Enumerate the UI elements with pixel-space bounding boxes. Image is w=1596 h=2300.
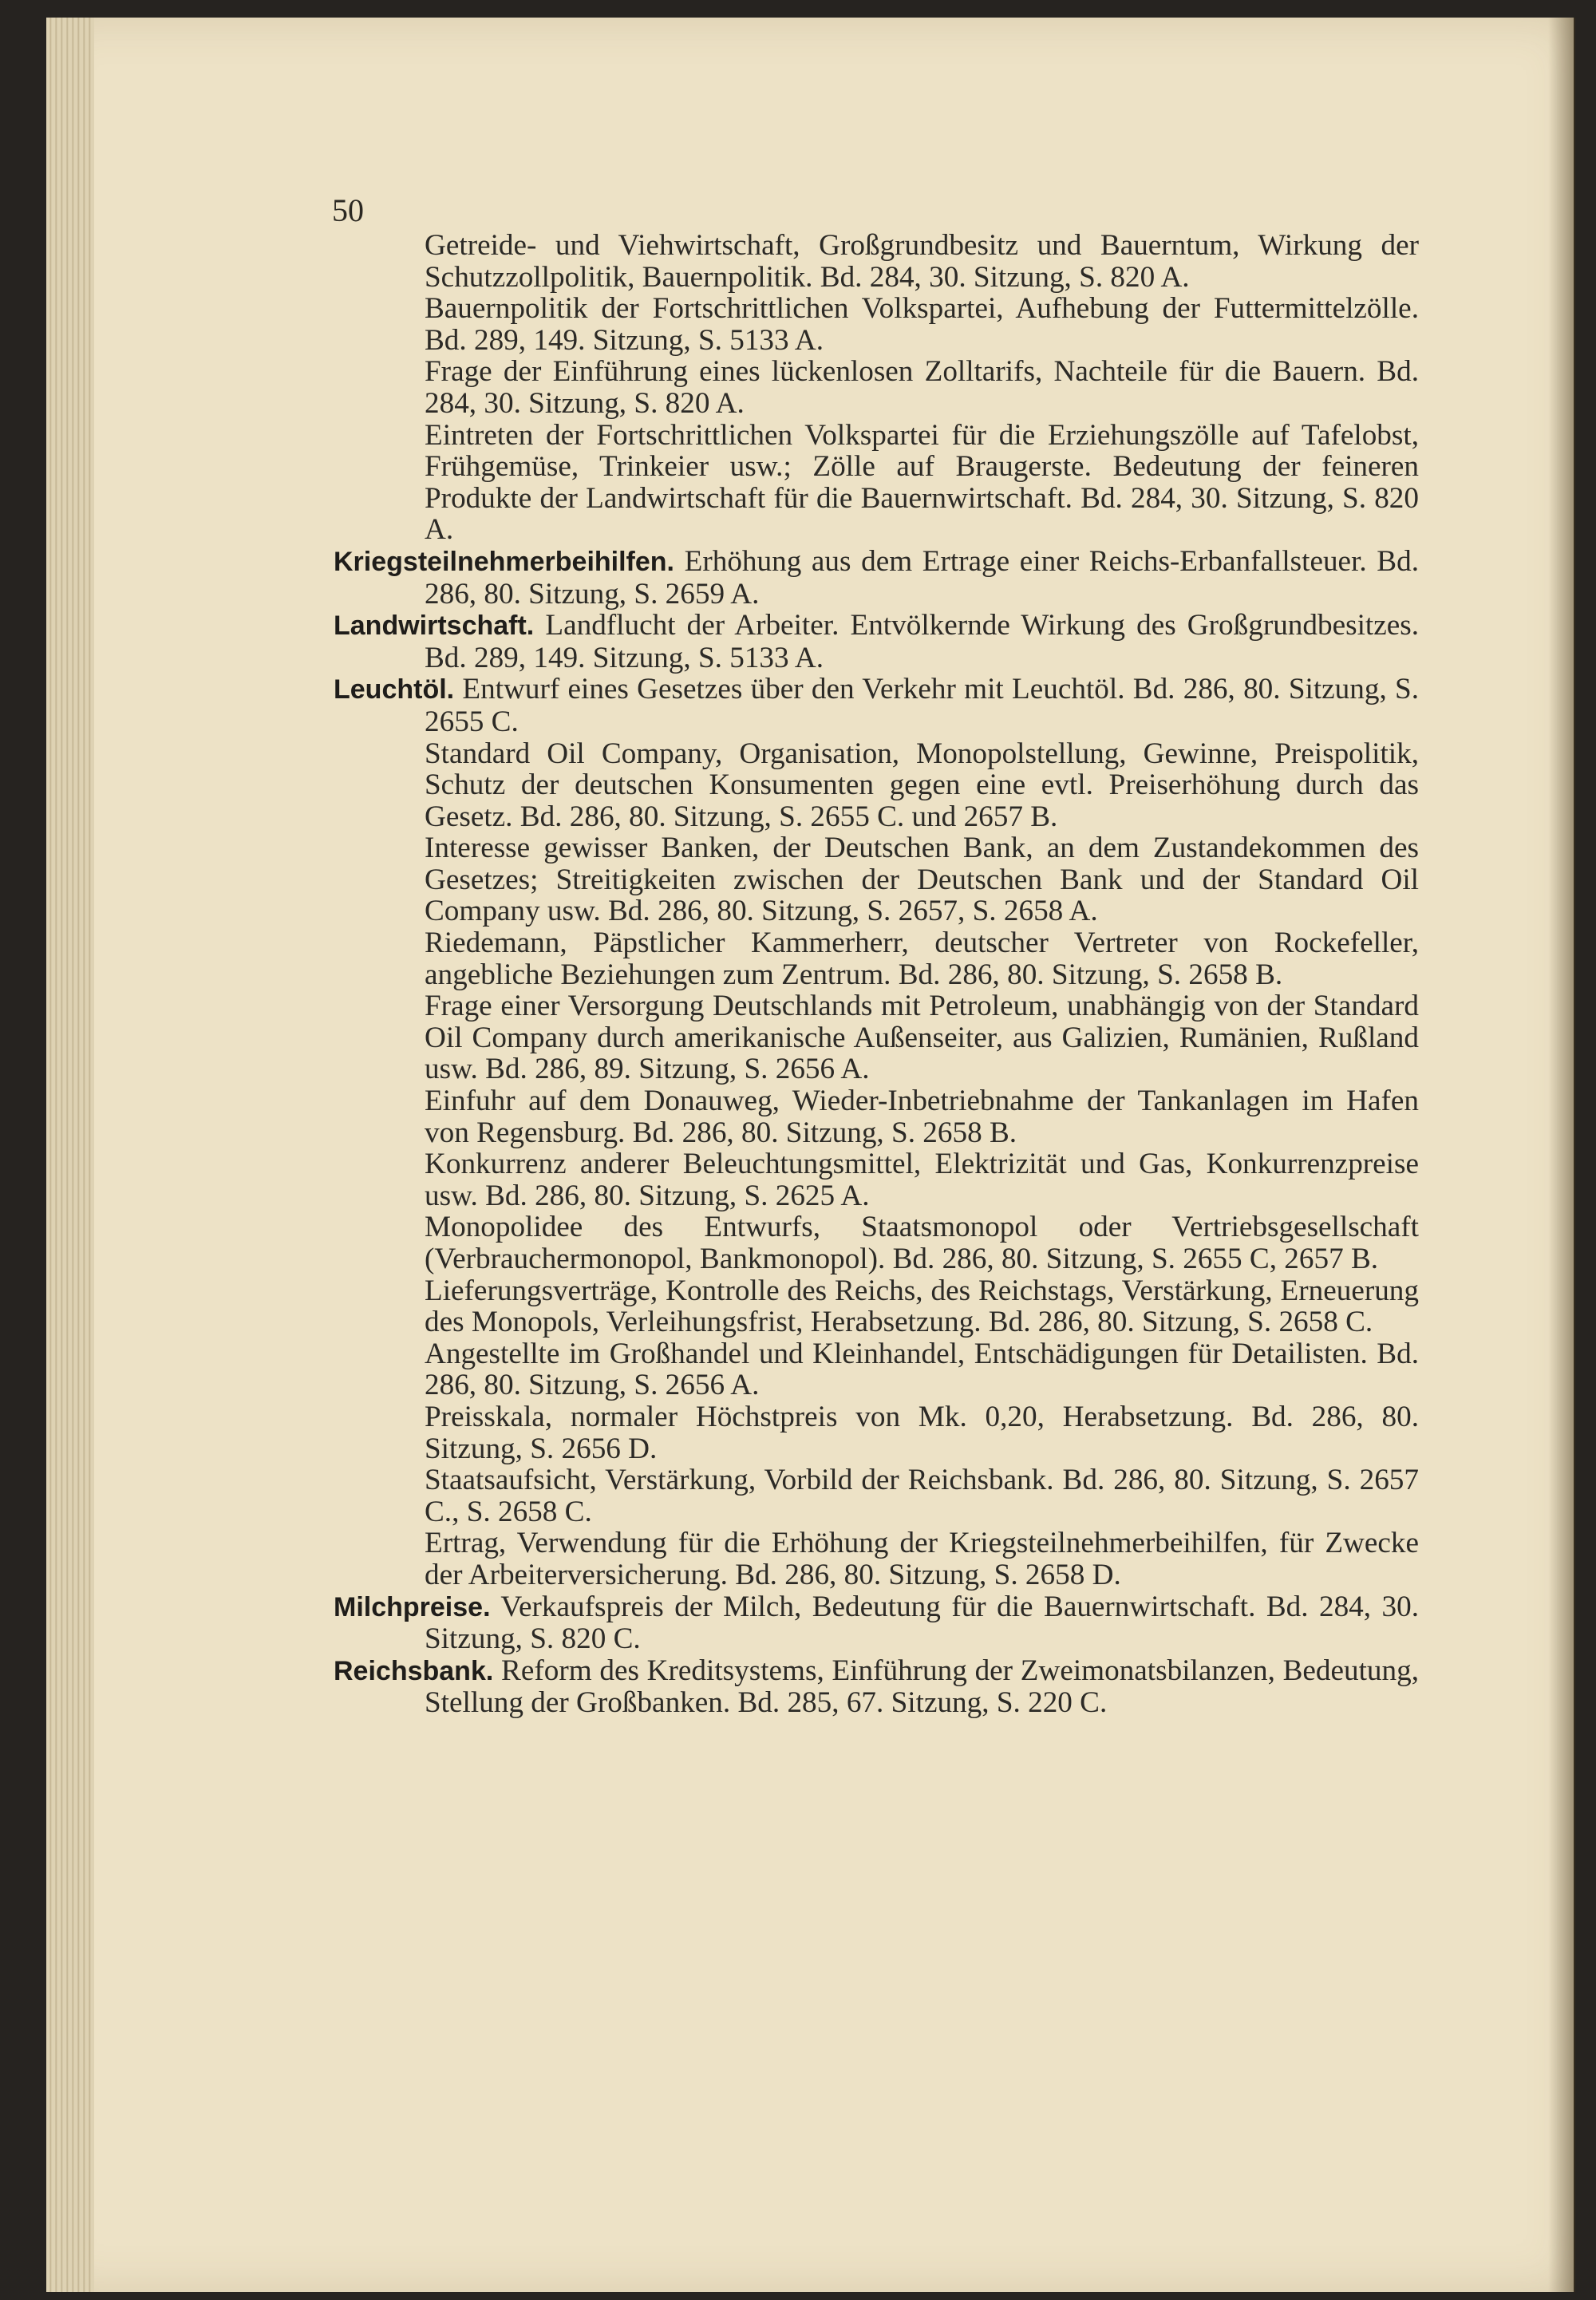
- page-number: 50: [332, 192, 364, 228]
- index-entry: [334, 1655, 1419, 1719]
- index-subentry: Getreide- und Viehwirtschaft, Großgrundbesitz und Bauerntum, Wirkung der Schutzzollpolitik, Bauernpolitik. Bd. 284, 30. Sitzung, S. 820 A.: [425, 229, 1419, 294]
- index-entry: [334, 1591, 1419, 1655]
- binding-shadow: [1548, 18, 1575, 2292]
- index-entry-text: Entwurf eines Gesetzes über den Verkehr mit Leuchtöl. Bd. 286, 80. Sitzung, S. 2655 C.: [425, 673, 1419, 738]
- index-subentry: Preisskala, normaler Höchstpreis von Mk. 0,20, Herabsetzung. Bd. 286, 80. Sitzung, S. 2656 D.: [425, 1400, 1419, 1465]
- index-subentry: Staatsaufsicht, Verstärkung, Vorbild der Reichsbank. Bd. 286, 80. Sitzung, S. 2657 C., S. 2658 C.: [425, 1464, 1419, 1528]
- index-subentry: Angestellte im Großhandel und Kleinhandel, Entschädigungen für Detailisten. Bd. 286, 80. Sitzung, S. 2656 A.: [425, 1337, 1419, 1402]
- index-subentry: Standard Oil Company, Organisation, Monopolstellung, Gewinne, Preispolitik, Schutz der deutschen Konsumenten gegen eine evtl. Preiserhöhung durch das Gesetz. Bd. 286, 80. Sitzung, S. 2655 C. und 2657 B.: [425, 737, 1419, 833]
- index-term: Kriegsteilnehmerbeihilfen.: [334, 546, 674, 577]
- index-entry: [334, 674, 1419, 737]
- index-subentry: Monopolidee des Entwurfs, Staatsmonopol oder Vertriebsgesellschaft (Verbrauchermonopol, Bankmonopol). Bd. 286, 80. Sitzung, S. 2655 C, 2657 B.: [425, 1211, 1419, 1275]
- index-subentry: Eintreten der Fortschrittlichen Volkspartei für die Erziehungszölle auf Tafelobst, Frühgemüse, Trinkeier usw.; Zölle auf Braugerste. Bedeutung der feineren Produkte der Landwirtschaft für die Bauernwirtschaft. Bd. 284, 30. Sitzung, S. 820 A.: [425, 418, 1419, 547]
- index-subentry: Riedemann, Päpstlicher Kammerherr, deutscher Vertreter von Rockefeller, angebliche Beziehungen zum Zentrum. Bd. 286, 80. Sitzung, S. 2658 B.: [425, 927, 1419, 991]
- index-term: Leuchtöl.: [334, 674, 455, 705]
- index-subentry: Konkurrenz anderer Beleuchtungsmittel, Elektrizität und Gas, Konkurrenzpreise usw. Bd. 286, 80. Sitzung, S. 2625 A.: [425, 1148, 1419, 1212]
- index-entry: [334, 610, 1419, 674]
- index-term: Reichsbank.: [334, 1655, 494, 1686]
- index-subentry: Frage der Einführung eines lückenlosen Zolltarifs, Nachteile für die Bauern. Bd. 284, 30. Sitzung, S. 820 A.: [425, 355, 1419, 420]
- index-entry: [334, 546, 1419, 610]
- index-term: Landwirtschaft.: [334, 611, 535, 642]
- index-entry-text: Landflucht der Arbeiter. Entvölkernde Wirkung des Großgrundbesitzes. Bd. 289, 149. Sitzung, S. 5133 A.: [425, 609, 1420, 674]
- index-list: [334, 230, 1419, 1719]
- index-subentry: Interesse gewisser Banken, der Deutschen Bank, an dem Zustandekommen des Gesetzes; Streitigkeiten zwischen der Deutschen Bank und der Standard Oil Company usw. Bd. 286, 80. Sitzung, S. 2657, S. 2658 A.: [425, 832, 1419, 928]
- page-edges: [46, 18, 94, 2292]
- index-term: Milchpreise.: [334, 1591, 491, 1622]
- index-subentry: Bauernpolitik der Fortschrittlichen Volkspartei, Aufhebung der Futtermittelzölle. Bd. 289, 149. Sitzung, S. 5133 A.: [425, 292, 1419, 357]
- index-subentry: Frage einer Versorgung Deutschlands mit Petroleum, unabhängig von der Standard Oil Company durch amerikanische Außenseiter, aus Galizien, Rumänien, Rußland usw. Bd. 286, 89. Sitzung, S. 2656 A.: [425, 990, 1419, 1086]
- index-entry-text: Verkaufspreis der Milch, Bedeutung für die Bauernwirtschaft. Bd. 284, 30. Sitzung, S. 820 C.: [425, 1590, 1420, 1656]
- index-entry-text: Erhöhung aus dem Ertrage einer Reichs-Erbanfallsteuer. Bd. 286, 80. Sitzung, S. 2659 A.: [425, 544, 1420, 611]
- index-subentry: Einfuhr auf dem Donauweg, Wieder-Inbetriebnahme der Tankanlagen im Hafen von Regensburg. Bd. 286, 80. Sitzung, S. 2658 B.: [425, 1085, 1419, 1149]
- index-entry-text: Reform des Kreditsystems, Einführung der Zweimonatsbilanzen, Bedeutung, Stellung der Großbanken. Bd. 285, 67. Sitzung, S. 220 C.: [425, 1654, 1420, 1720]
- index-subentry: Ertrag, Verwendung für die Erhöhung der Kriegsteilnehmerbeihilfen, für Zwecke der Arbeiterversicherung. Bd. 286, 80. Sitzung, S. 2658 D.: [425, 1527, 1419, 1591]
- index-subentry: Lieferungsverträge, Kontrolle des Reichs, des Reichstags, Verstärkung, Erneuerung des Monopols, Verleihungsfrist, Herabsetzung. Bd. 286, 80. Sitzung, S. 2658 C.: [425, 1274, 1419, 1339]
